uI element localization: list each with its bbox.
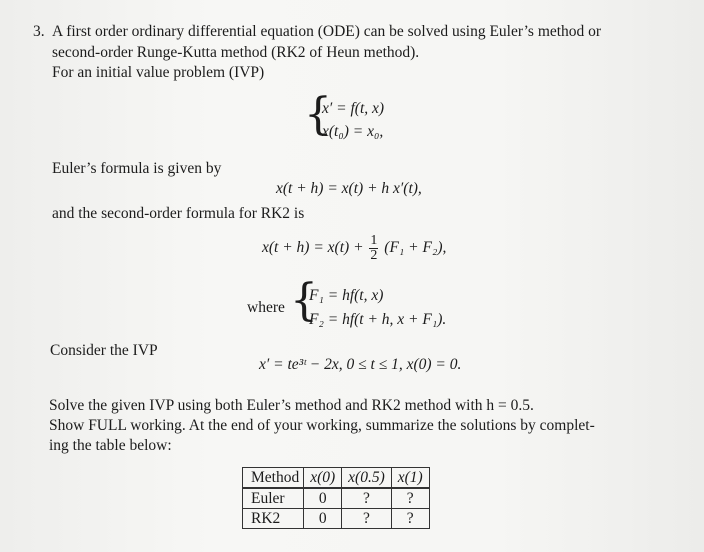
- instruction-line-3: ing the table below:: [49, 437, 172, 454]
- table-cell: ?: [391, 509, 429, 529]
- instruction-line-2: Show FULL working. At the end of your working, summarize the solutions by complet-: [49, 417, 595, 434]
- rk2-formula: [262, 233, 446, 263]
- table-header-x05: x(0.5): [342, 468, 392, 489]
- table-cell-method: RK2: [243, 509, 304, 529]
- table-header-row: [243, 468, 430, 489]
- table-cell: 0: [304, 509, 342, 529]
- intro-line-3: For an initial value problem (IVP): [52, 64, 265, 81]
- rk2-fraction: [369, 234, 378, 263]
- f2-definition: F₂ = hf(t + h, x + F₁).: [309, 311, 447, 328]
- table-header-x1: x(1): [391, 468, 429, 489]
- table-header-x0: x(0): [304, 468, 342, 489]
- rk2-rhs: (F₁ + F₂),: [384, 239, 447, 256]
- consider-label: Consider the IVP: [50, 342, 158, 359]
- rk2-lhs: x(t + h) = x(t) +: [262, 239, 364, 256]
- ivp-equation-1: x′ = f(t, x): [322, 100, 385, 117]
- euler-formula: x(t + h) = x(t) + h x′(t),: [276, 180, 422, 197]
- ivp-equation-2: x(t₀) = x₀,: [322, 123, 384, 140]
- euler-label: Euler’s formula is given by: [52, 160, 222, 177]
- table-row: [243, 509, 430, 529]
- instruction-line-1: Solve the given IVP using both Euler’s method and RK2 method with h = 0.5.: [49, 397, 534, 414]
- ivp-brace: {: [304, 89, 332, 140]
- intro-line-2: second-order Runge-Kutta method (RK2 of Heun method).: [52, 44, 420, 61]
- table-cell: ?: [342, 509, 392, 529]
- table-cell: ?: [391, 488, 429, 509]
- problem-number: 3.: [33, 23, 45, 40]
- where-brace: {: [290, 275, 318, 326]
- table-cell: ?: [342, 488, 392, 509]
- f1-definition: F₁ = hf(t, x): [309, 287, 384, 304]
- table-row: [243, 488, 430, 509]
- intro-line-1: A first order ordinary differential equation (ODE) can be solved using Euler’s method or: [52, 23, 602, 40]
- table-header-method: Method: [243, 468, 304, 489]
- where-label: where: [247, 299, 285, 316]
- table-cell-method: Euler: [243, 488, 304, 509]
- rk2-fraction-numerator: 1: [370, 232, 378, 248]
- rk2-fraction-denominator: 2: [370, 247, 378, 263]
- table-cell: 0: [304, 488, 342, 509]
- rk2-label: and the second-order formula for RK2 is: [52, 205, 305, 222]
- results-table: [242, 467, 430, 529]
- given-ivp: x′ = te³ᵗ − 2x, 0 ≤ t ≤ 1, x(0) = 0.: [259, 356, 462, 373]
